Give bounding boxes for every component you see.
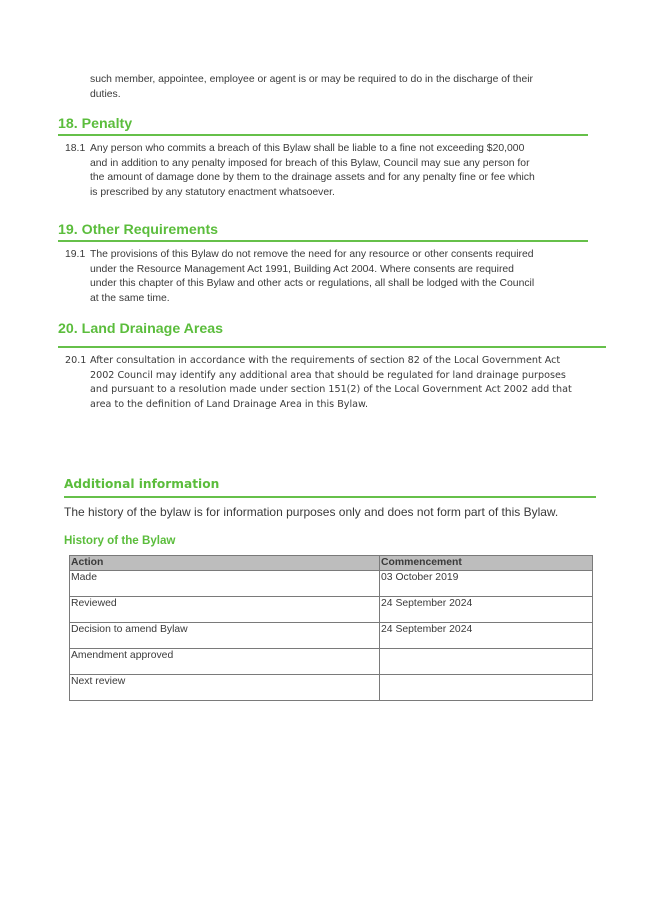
table-header-row [70, 556, 593, 571]
clause-line: After consultation in accordance with the requirements of section 82 of the Local Government Act [90, 355, 561, 366]
section-20-rule [58, 346, 606, 348]
table-row [70, 571, 593, 597]
clause-number: 20.1 [65, 355, 87, 366]
clause-number: 19.1 [65, 249, 86, 260]
clause-line: and pursuant to a resolution made under section 151(2) of the Local Government Act 2002 add that [90, 384, 572, 396]
clause-line: under the Resource Management Act 1991, Building Act 2004. Where consents are required [90, 263, 514, 275]
clause-text [90, 142, 535, 200]
clause-line: is prescribed by any statutory enactment whatsoever. [90, 186, 335, 198]
clause-line: area to the definition of Land Drainage Area in this Bylaw. [90, 398, 369, 410]
table-row [70, 597, 593, 623]
commencement-cell [380, 675, 593, 701]
clause-line: Any person who commits a breach of this Bylaw shall be liable to a fine not exceeding $20,000 [90, 143, 525, 154]
intro-line: duties. [90, 88, 121, 100]
additional-info-text: The history of the bylaw is for information purposes only and does not form part of this Bylaw. [64, 505, 559, 519]
section-18-heading: 18. Penalty [58, 116, 133, 132]
section-19-rule [58, 240, 588, 242]
action-cell: Next review [70, 675, 380, 701]
clause-line: the amount of damage done by them to the drainage assets and for any penalty fine or fee which [90, 172, 535, 184]
section-20-heading: 20. Land Drainage Areas [58, 321, 224, 337]
section-18-rule [58, 134, 588, 136]
clause-line: under this chapter of this Bylaw and other acts or regulations, all shall be lodged with the Council [90, 278, 535, 290]
history-heading: History of the Bylaw [64, 534, 176, 547]
action-cell: Amendment approved [70, 649, 380, 675]
action-cell: Made [70, 571, 380, 597]
action-cell: Reviewed [70, 597, 380, 623]
column-header-action: Action [70, 556, 380, 571]
table-row [70, 623, 593, 649]
clause-number: 18.1 [65, 143, 86, 154]
clause-text [90, 354, 572, 412]
commencement-cell [380, 649, 593, 675]
column-header-commencement: Commencement [380, 556, 593, 571]
clause-line: 2002 Council may identify any additional area that should be regulated for land drainage purposes [90, 369, 566, 381]
clause-line: The provisions of this Bylaw do not remove the need for any resource or other consents required [90, 249, 534, 260]
table-row [70, 649, 593, 675]
additional-info-heading: Additional information [64, 477, 220, 491]
commencement-cell: 24 September 2024 [380, 597, 593, 623]
commencement-cell: 24 September 2024 [380, 623, 593, 649]
additional-info-rule [64, 496, 596, 498]
clause-line: at the same time. [90, 292, 170, 304]
clause-text [90, 248, 534, 306]
action-cell: Decision to amend Bylaw [70, 623, 380, 649]
commencement-cell: 03 October 2019 [380, 571, 593, 597]
clause-line: and in addition to any penalty imposed for breach of this Bylaw, Council may sue any person for [90, 157, 530, 169]
section-19-heading: 19. Other Requirements [58, 222, 219, 238]
table-row [70, 675, 593, 701]
intro-paragraph [90, 73, 533, 102]
history-table [69, 555, 593, 701]
intro-line: such member, appointee, employee or agent is or may be required to do in the discharge of their [90, 74, 534, 85]
